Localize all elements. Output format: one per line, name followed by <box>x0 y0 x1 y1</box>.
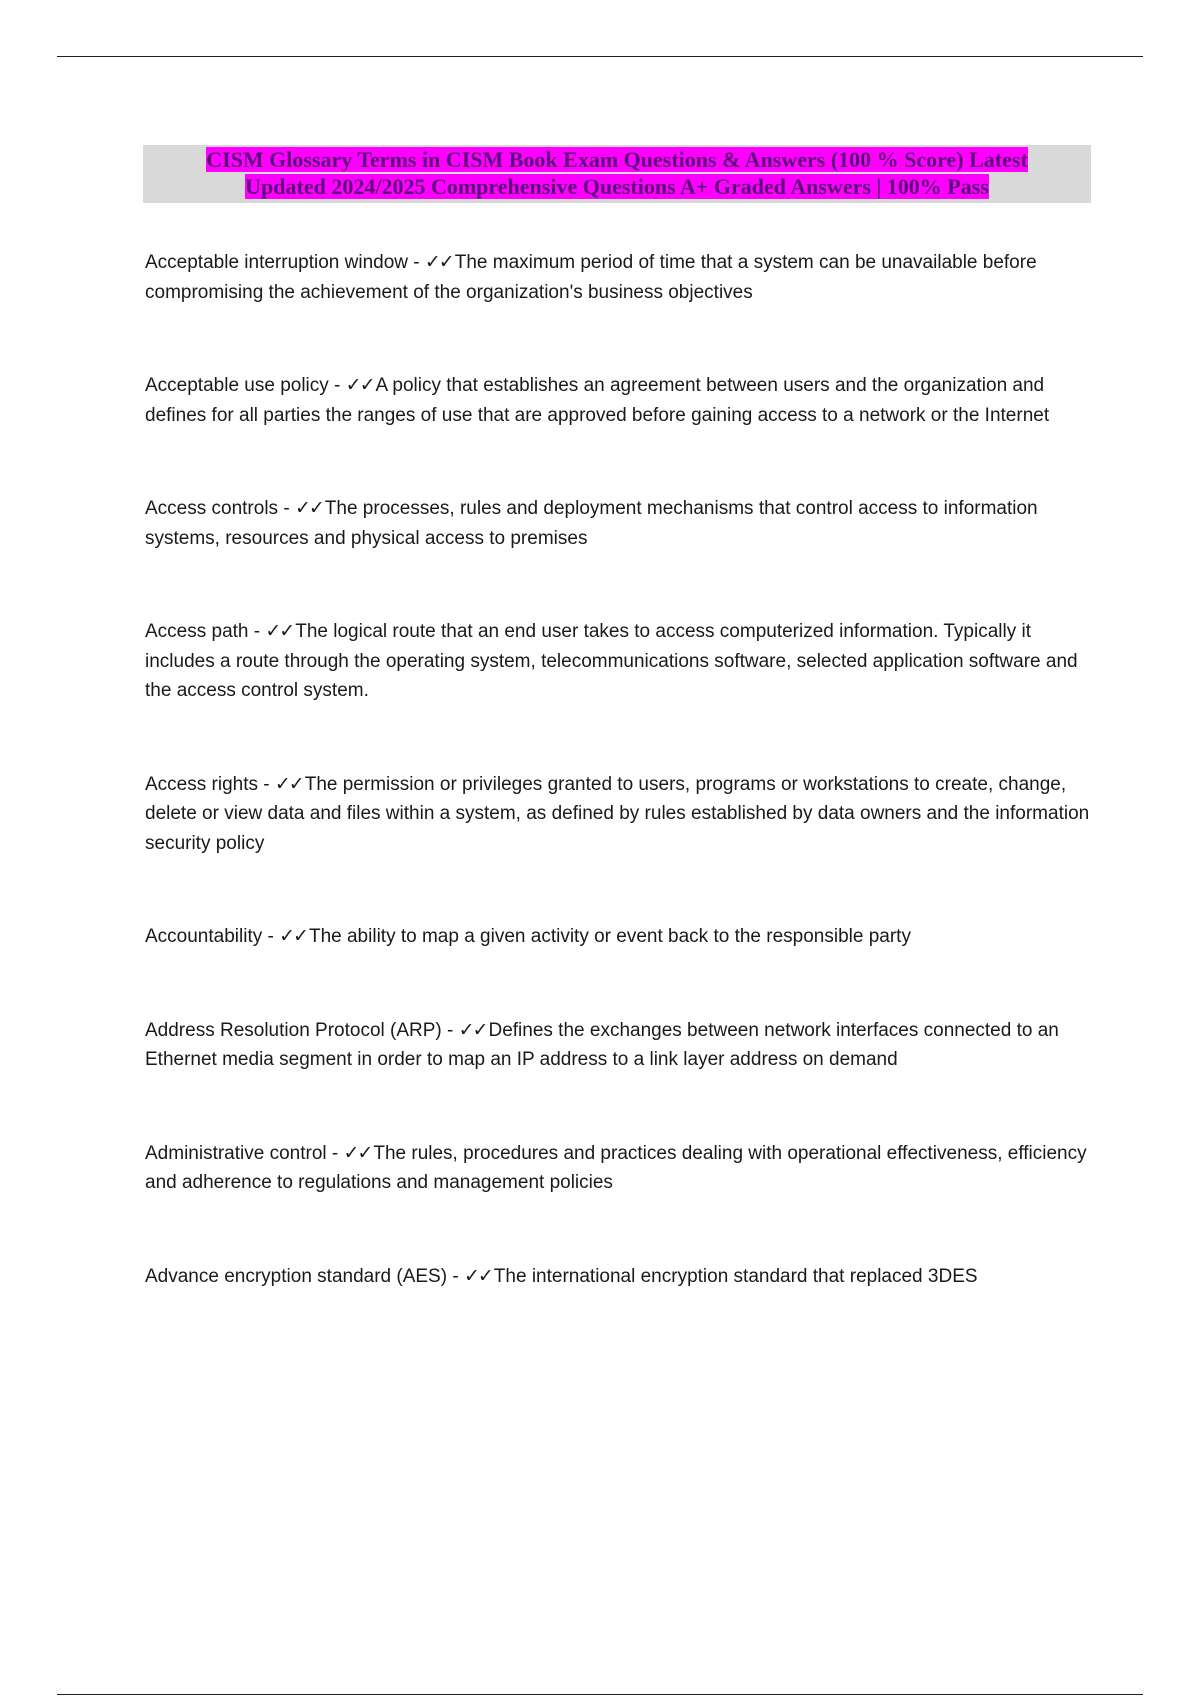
document-title-line-1: CISM Glossary Terms in CISM Book Exam Questions & Answers (100 % Score) Latest <box>206 147 1028 172</box>
document-title-line-2: Updated 2024/2025 Comprehensive Questions A+ Graded Answers | 100% Pass <box>245 174 989 199</box>
glossary-entry: Access rights - ✓✓ The permission or privileges granted to users, programs or workstations to create, change, delete or view data and files within a system, as defined by rules established by data owners and the information security policy <box>145 773 1090 854</box>
double-check-icon: ✓✓ <box>265 621 294 642</box>
entry-term: Access rights <box>145 773 258 795</box>
double-check-icon: ✓✓ <box>294 498 323 519</box>
glossary-entry: Advance encryption standard (AES) - ✓✓ The international encryption standard that replaced 3DES <box>145 1265 978 1287</box>
double-check-icon: ✓✓ <box>463 1265 492 1287</box>
entry-term: Access path <box>145 621 249 642</box>
entry-definition: The logical route that an end user takes to access computerized information. Typically it includes a route through the operating system, telecommunications software, selected application software and the access control system. <box>145 621 1078 701</box>
glossary-entries <box>145 248 1100 1291</box>
entry-definition: The rules, procedures and practices dealing with operational effectiveness, efficiency and adherence to regulations and management policies <box>145 1142 1087 1193</box>
glossary-entry: Access path - ✓✓ The logical route that an end user takes to access computerized information. Typically it includes a route through the operating system, telecommunications software, selected application software and the access control system. <box>145 621 1078 701</box>
entry-definition: The processes, rules and deployment mechanisms that control access to information systems, resources and physical access to premises <box>145 498 1038 549</box>
glossary-entry: Address Resolution Protocol (ARP) - ✓✓ Defines the exchanges between network interfaces connected to an Ethernet media segment in order to map an IP address to a link layer address on demand <box>145 1019 1059 1070</box>
bottom-rule <box>57 1694 1143 1695</box>
glossary-entry: Acceptable use policy - ✓✓ A policy that establishes an agreement between users and the organization and defines for all parties the ranges of use that are approved before gaining access to a network or the Internet <box>145 375 1050 426</box>
entry-definition: The maximum period of time that a system can be unavailable before compromising the achievement of the organization's business objectives <box>145 252 1037 303</box>
entry-term: Acceptable interruption window <box>145 252 408 273</box>
top-rule <box>57 56 1143 57</box>
double-check-icon: ✓✓ <box>345 375 374 396</box>
entry-definition: The permission or privileges granted to users, programs or workstations to create, change, delete or view data and files within a system, as defined by rules established by data owners and the information security policy <box>145 773 1090 854</box>
double-check-icon: ✓✓ <box>424 252 453 273</box>
glossary-entry: Acceptable interruption window - ✓✓ The maximum period of time that a system can be unavailable before compromising the achievement of the organization's business objectives <box>145 252 1037 303</box>
glossary-entry: Administrative control - ✓✓ The rules, procedures and practices dealing with operational effectiveness, efficiency and adherence to regulations and management policies <box>145 1142 1087 1193</box>
entry-definition: The international encryption standard that replaced 3DES <box>493 1265 978 1287</box>
glossary-entry: Accountability - ✓✓ The ability to map a given activity or event back to the responsible party <box>145 926 911 947</box>
entry-definition: Defines the exchanges between network interfaces connected to an Ethernet media segment in order to map an IP address to a link layer address on demand <box>145 1019 1059 1070</box>
entry-term: Accountability <box>145 926 263 947</box>
double-check-icon: ✓✓ <box>274 773 303 795</box>
glossary-entry: Access controls - ✓✓ The processes, rules and deployment mechanisms that control access to information systems, resources and physical access to premises <box>145 498 1038 549</box>
double-check-icon: ✓✓ <box>279 926 307 947</box>
entry-term: Acceptable use policy <box>145 375 329 396</box>
entry-term: Address Resolution Protocol (ARP) <box>145 1019 442 1041</box>
double-check-icon: ✓✓ <box>343 1142 372 1164</box>
entry-term: Access controls <box>145 498 279 519</box>
entry-term: Administrative control <box>145 1142 327 1164</box>
double-check-icon: ✓✓ <box>458 1019 487 1041</box>
entry-term: Advance encryption standard (AES) <box>145 1265 448 1287</box>
entry-definition: A policy that establishes an agreement between users and the organization and defines for all parties the ranges of use that are approved before gaining access to a network or the Internet <box>145 375 1050 426</box>
document-title-banner <box>143 145 1091 203</box>
entry-definition: The ability to map a given activity or event back to the responsible party <box>308 926 911 947</box>
